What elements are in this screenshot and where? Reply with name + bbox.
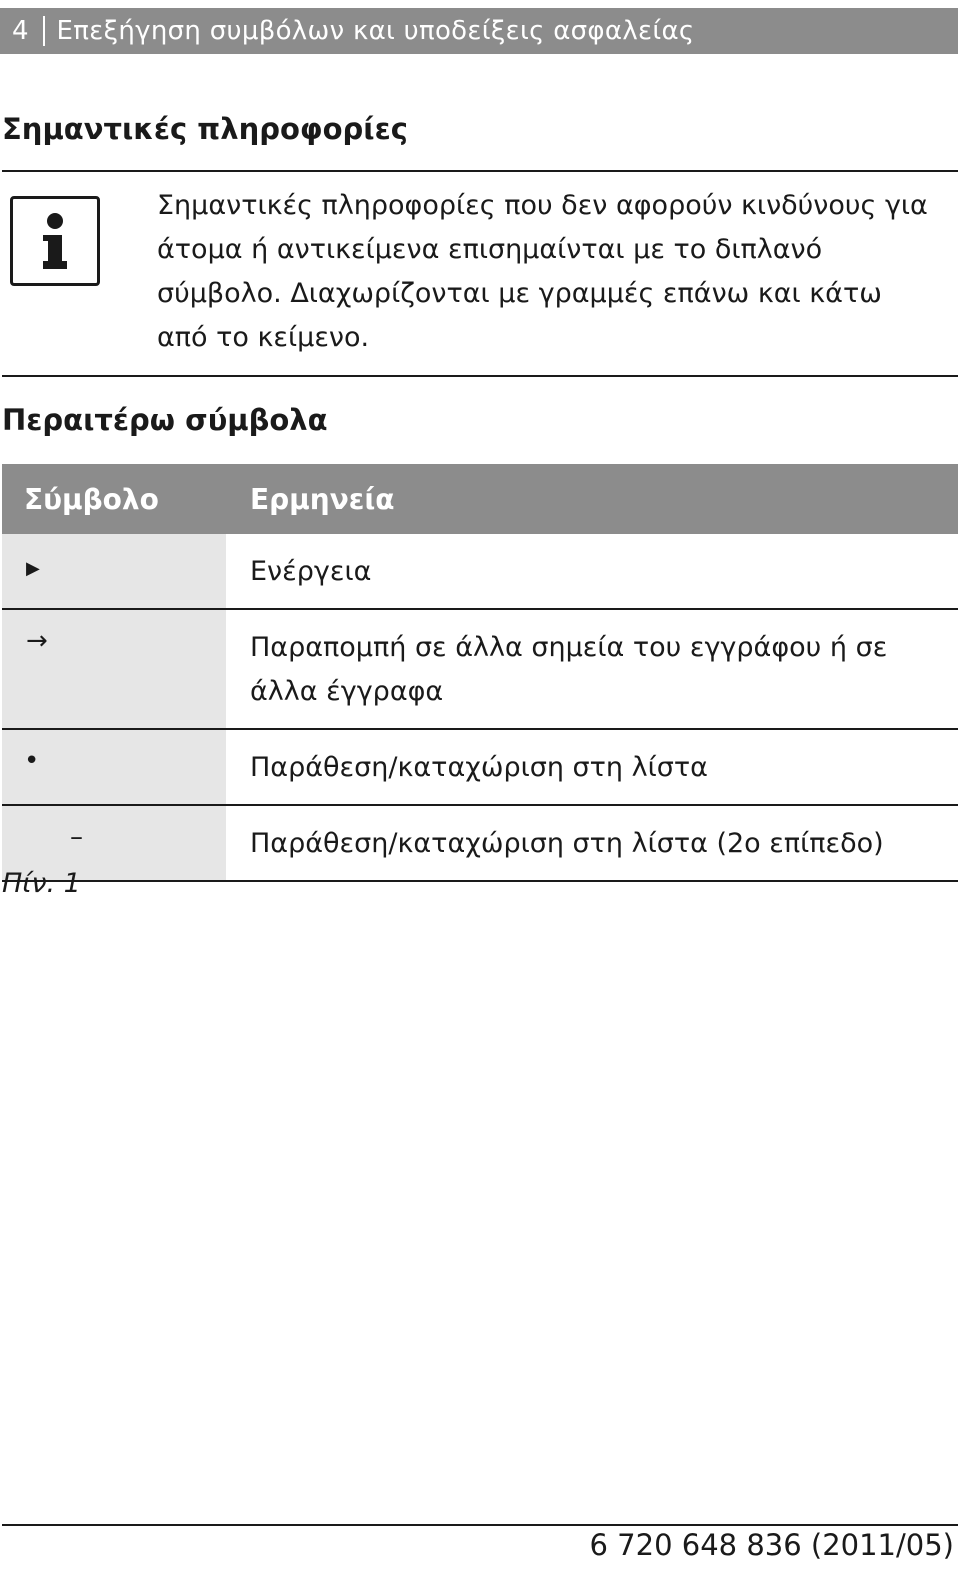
info-icon-base (43, 261, 67, 269)
column-header-symbol: Σύμβολο (24, 482, 159, 516)
symbol-cell (2, 730, 226, 804)
info-icon-serif (43, 235, 51, 241)
arrow-right-icon: → (26, 626, 48, 656)
action-triangle-icon: ▶ (26, 558, 40, 579)
symbol-cell (2, 534, 226, 608)
important-info-text: Σημαντικές πληροφορίες που δεν αφορούν κινδύνους για άτομα ή αντικείμενα επισημαίνται με το διπλανό σύμβολο. Διαχωρίζονται με γραμμές επάνω και κάτω από το κείμενο. (157, 190, 928, 353)
info-top-rule (2, 170, 958, 172)
table-row (2, 534, 958, 610)
table-caption: Πίν. 1 (2, 868, 81, 899)
meaning-cell: Παραπομπή σε άλλα σημεία του εγγράφου ή σε άλλα έγγραφα (250, 632, 888, 707)
meaning-cell: Ενέργεια (250, 556, 372, 587)
table-row (2, 806, 958, 882)
info-icon (10, 196, 100, 286)
document-code: 6 720 648 836 (2011/05) (589, 1528, 954, 1562)
column-header-meaning: Ερμηνεία (250, 482, 395, 516)
important-info-heading: Σημαντικές πληροφορίες (2, 112, 408, 146)
footer-rule (2, 1524, 958, 1526)
table-header (2, 464, 958, 534)
info-bottom-rule (2, 375, 958, 377)
dash-icon: – (70, 822, 83, 852)
info-icon-dot (47, 213, 63, 229)
header-title: Επεξήγηση συμβόλων και υποδείξεις ασφαλείας (56, 16, 695, 46)
meaning-cell: Παράθεση/καταχώριση στη λίστα (2ο επίπεδο) (250, 828, 884, 859)
bullet-icon: • (24, 746, 40, 776)
header-divider (43, 16, 45, 46)
symbols-table (2, 464, 958, 882)
table-row (2, 730, 958, 806)
further-symbols-heading: Περαιτέρω σύμβολα (2, 403, 328, 437)
page-number: 4 (12, 16, 29, 46)
table-row (2, 610, 958, 730)
meaning-cell: Παράθεση/καταχώριση στη λίστα (250, 752, 708, 783)
symbol-cell (2, 610, 226, 728)
page-header (0, 8, 958, 54)
